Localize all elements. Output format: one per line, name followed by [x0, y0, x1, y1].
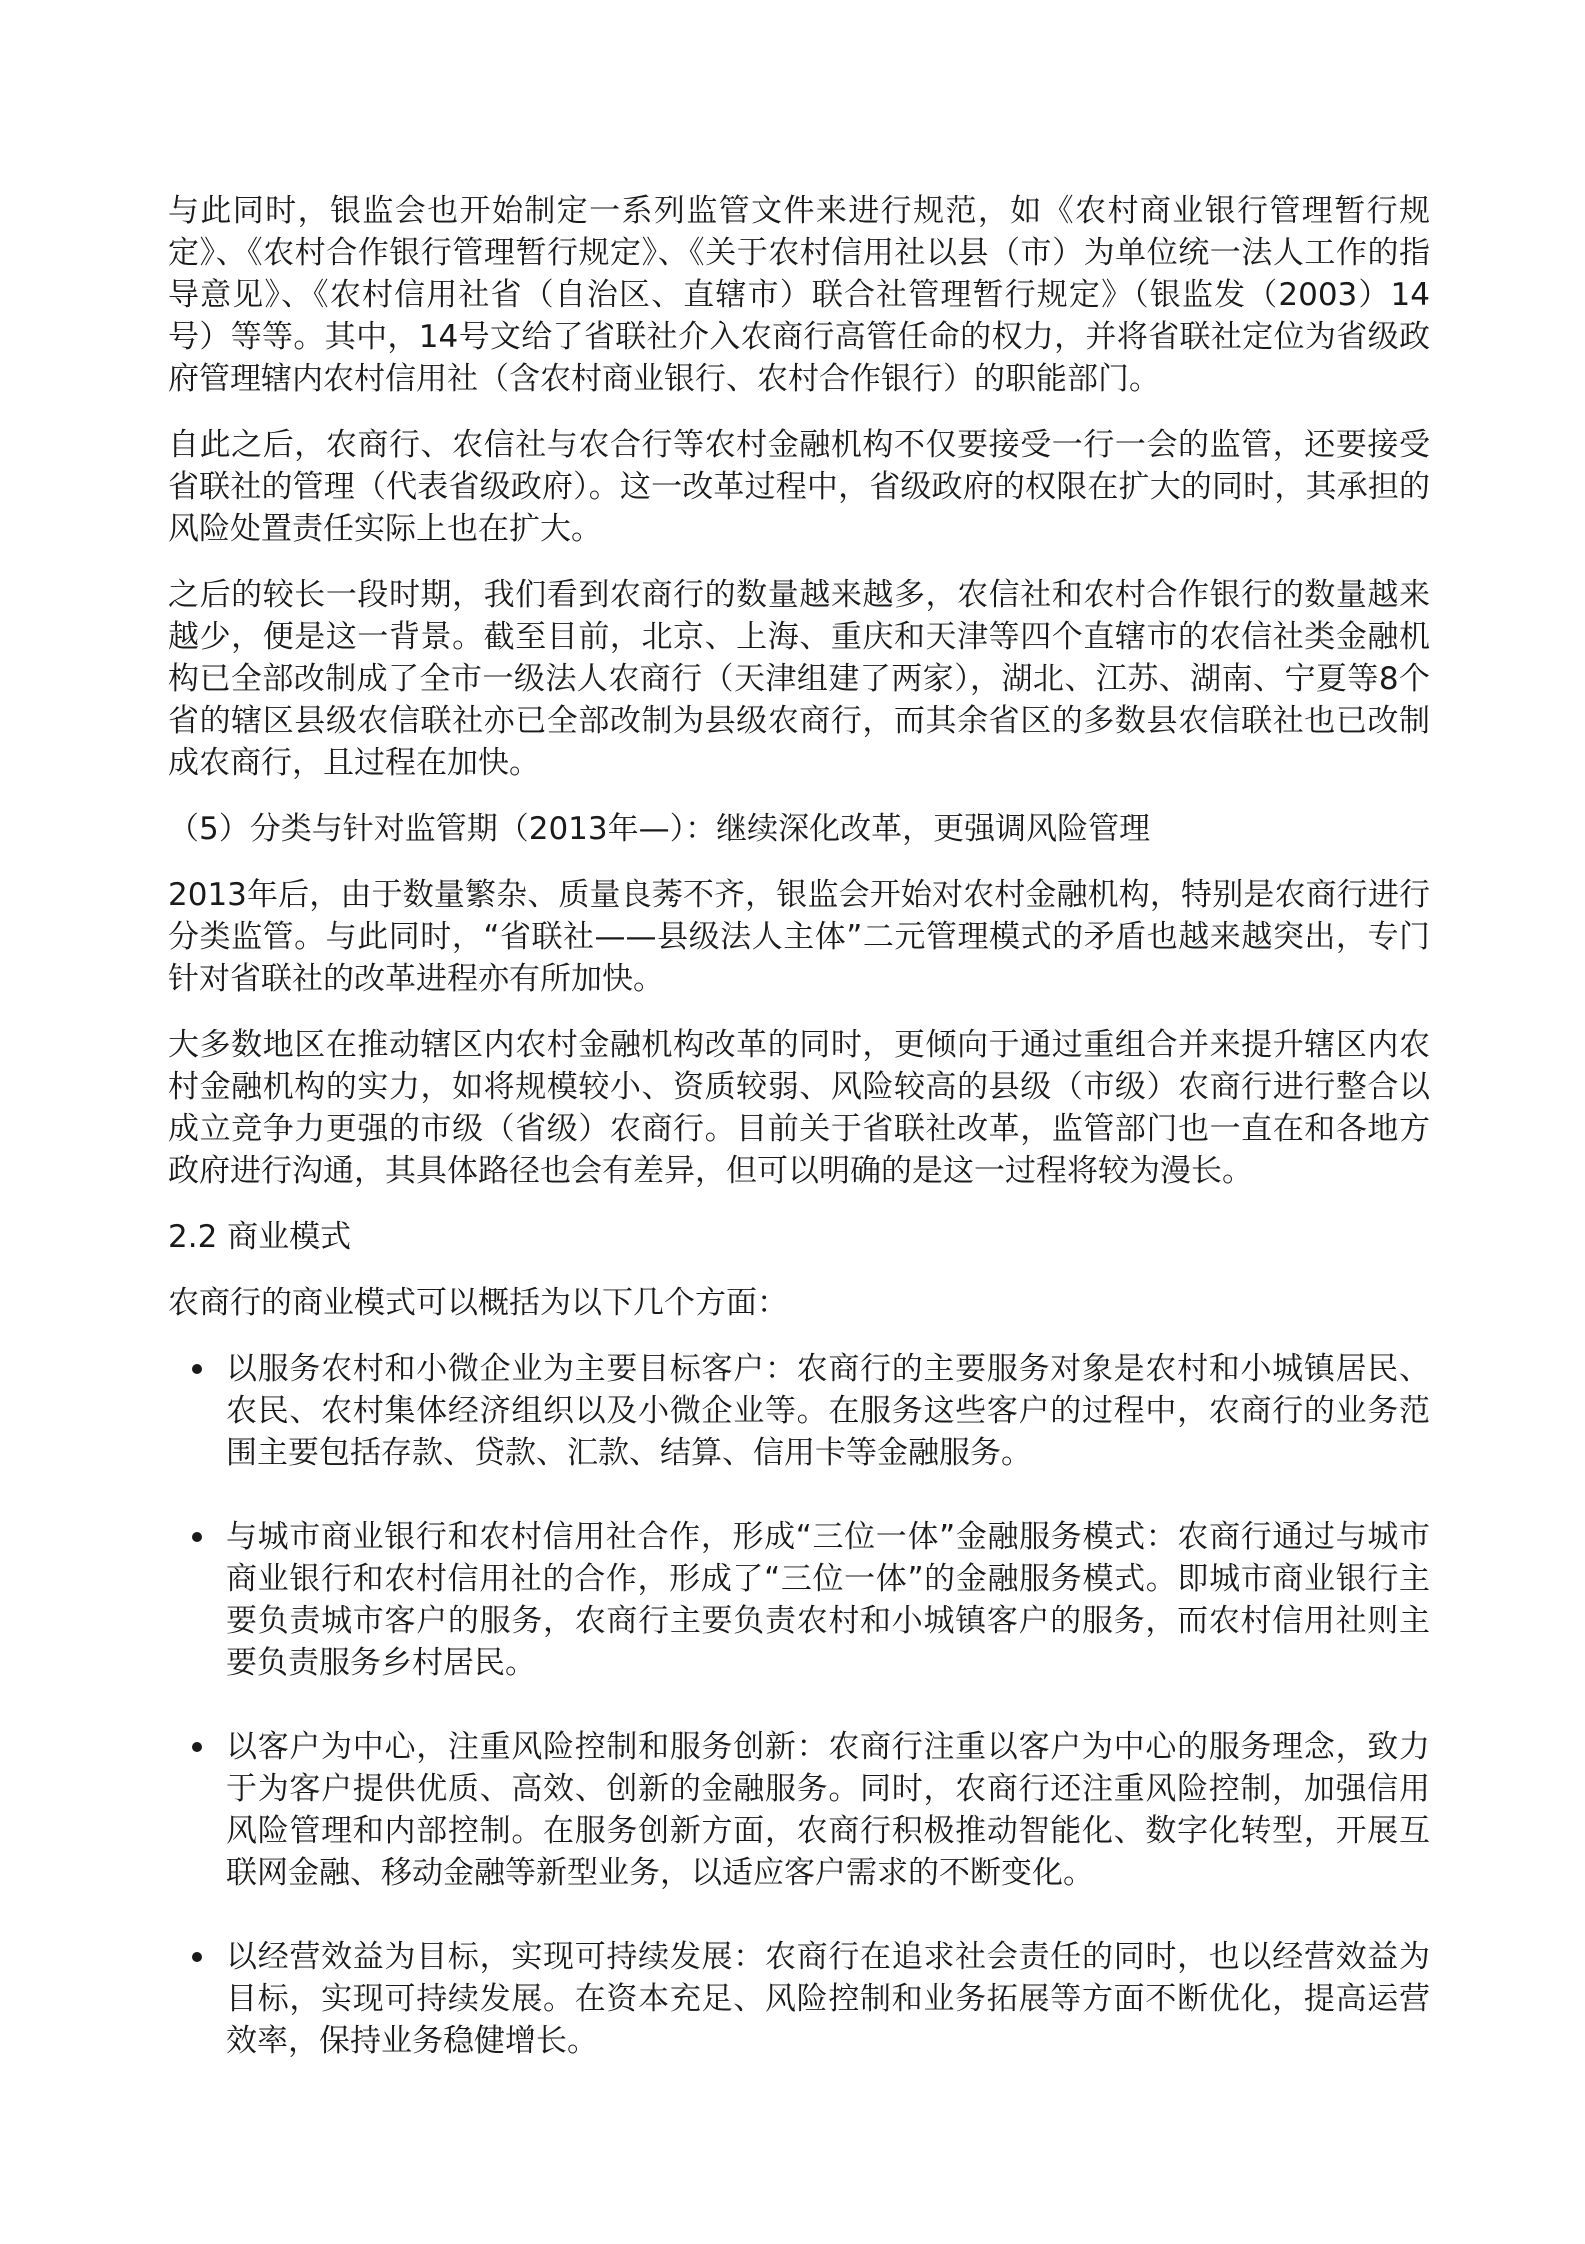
business-model-intro: 农商行的商业模式可以概括为以下几个方面： [168, 1285, 788, 1321]
paragraph-restructuring-background: 之后的较长一段时期，我们看到农商行的数量越来越多，农信社和农村合作银行的数量越来越少，便是这一背景。截至目前，北京、上海、重庆和天津等四个直辖市的农信社类金融机构已全部改制成了全市一级法人农商行（天津组建了两家），湖北、江苏、湖南、宁夏等8个省的辖区县级农信联社亦已全部改制为县级农商行，而其余省区的多数县农信联社也已改制成农商行，且过程在加快。 [168, 577, 1430, 781]
list-item [168, 1726, 1430, 1894]
paragraph-reorganization-merger: 大多数地区在推动辖区内农村金融机构改革的同时，更倾向于通过重组合并来提升辖区内农村金融机构的实力，如将规模较小、资质较弱、风险较高的县级（市级）农商行进行整合以成立竞争力更强的市级（省级）农商行。目前关于省联社改革，监管部门也一直在和各地方政府进行沟通，其具体路径也会有差异，但可以明确的是这一过程将较为漫长。 [168, 1027, 1430, 1189]
list-item [168, 1936, 1430, 2062]
list-item-text: 以客户为中心，注重风险控制和服务创新：农商行注重以客户为中心的服务理念，致力于为客户提供优质、高效、创新的金融服务。同时，农商行还注重风险控制，加强信用风险管理和内部控制。在服务创新方面，农商行积极推动智能化、数字化转型，开展互联网金融、移动金融等新型业务，以适应客户需求的不断变化。 [226, 1729, 1430, 1891]
section-heading-business-model: 2.2 商业模式 [168, 1219, 352, 1255]
list-item-text: 以经营效益为目标，实现可持续发展：农商行在追求社会责任的同时，也以经营效益为目标，实现可持续发展。在资本充足、风险控制和业务拓展等方面不断优化，提高运营效率，保持业务稳健增长。 [226, 1939, 1430, 2059]
paragraph-regulatory-documents: 与此同时，银监会也开始制定一系列监管文件来进行规范，如《农村商业银行管理暂行规定》、《农村合作银行管理暂行规定》、《关于农村信用社以县（市）为单位统一法人工作的指导意见》、《农村信用社省（自治区、直辖市）联合社管理暂行规定》（银监发（2003）14号）等等。其中，14号文给了省联社介入农商行高管任命的权力，并将省联社定位为省级政府管理辖内农村信用社（含农村商业银行、农村合作银行）的职能部门。 [168, 193, 1430, 397]
list-item-text: 与城市商业银行和农村信用社合作，形成“三位一体”金融服务模式：农商行通过与城市商业银行和农村信用社的合作，形成了“三位一体”的金融服务模式。即城市商业银行主要负责城市客户的服务，农商行主要负责农村和小城镇客户的服务，而农村信用社则主要负责服务乡村居民。 [226, 1519, 1430, 1681]
bullet-icon [192, 1742, 202, 1752]
list-item [168, 1516, 1430, 1684]
list-item [168, 1348, 1430, 1474]
paragraph-provincial-union-management: 自此之后，农商行、农信社与农合行等农村金融机构不仅要接受一行一会的监管，还要接受省联社的管理（代表省级政府）。这一改革过程中，省级政府的权限在扩大的同时，其承担的风险处置责任实际上也在扩大。 [168, 427, 1430, 547]
document-page [168, 190, 1430, 2104]
sub-heading-classified-supervision: （5）分类与针对监管期（2013年—）：继续深化改革，更强调风险管理 [168, 811, 1151, 847]
paragraph-classified-supervision: 2013年后，由于数量繁杂、质量良莠不齐，银监会开始对农村金融机构，特别是农商行进行分类监管。与此同时，“省联社——县级法人主体”二元管理模式的矛盾也越来越突出，专门针对省联社的改革进程亦有所加快。 [168, 877, 1430, 997]
bullet-icon [192, 1532, 202, 1542]
bullet-icon [192, 1364, 202, 1374]
list-item-text: 以服务农村和小微企业为主要目标客户：农商行的主要服务对象是农村和小城镇居民、农民、农村集体经济组织以及小微企业等。在服务这些客户的过程中，农商行的业务范围主要包括存款、贷款、汇款、结算、信用卡等金融服务。 [226, 1351, 1430, 1471]
business-model-list [168, 1348, 1430, 2062]
bullet-icon [192, 1952, 202, 1962]
